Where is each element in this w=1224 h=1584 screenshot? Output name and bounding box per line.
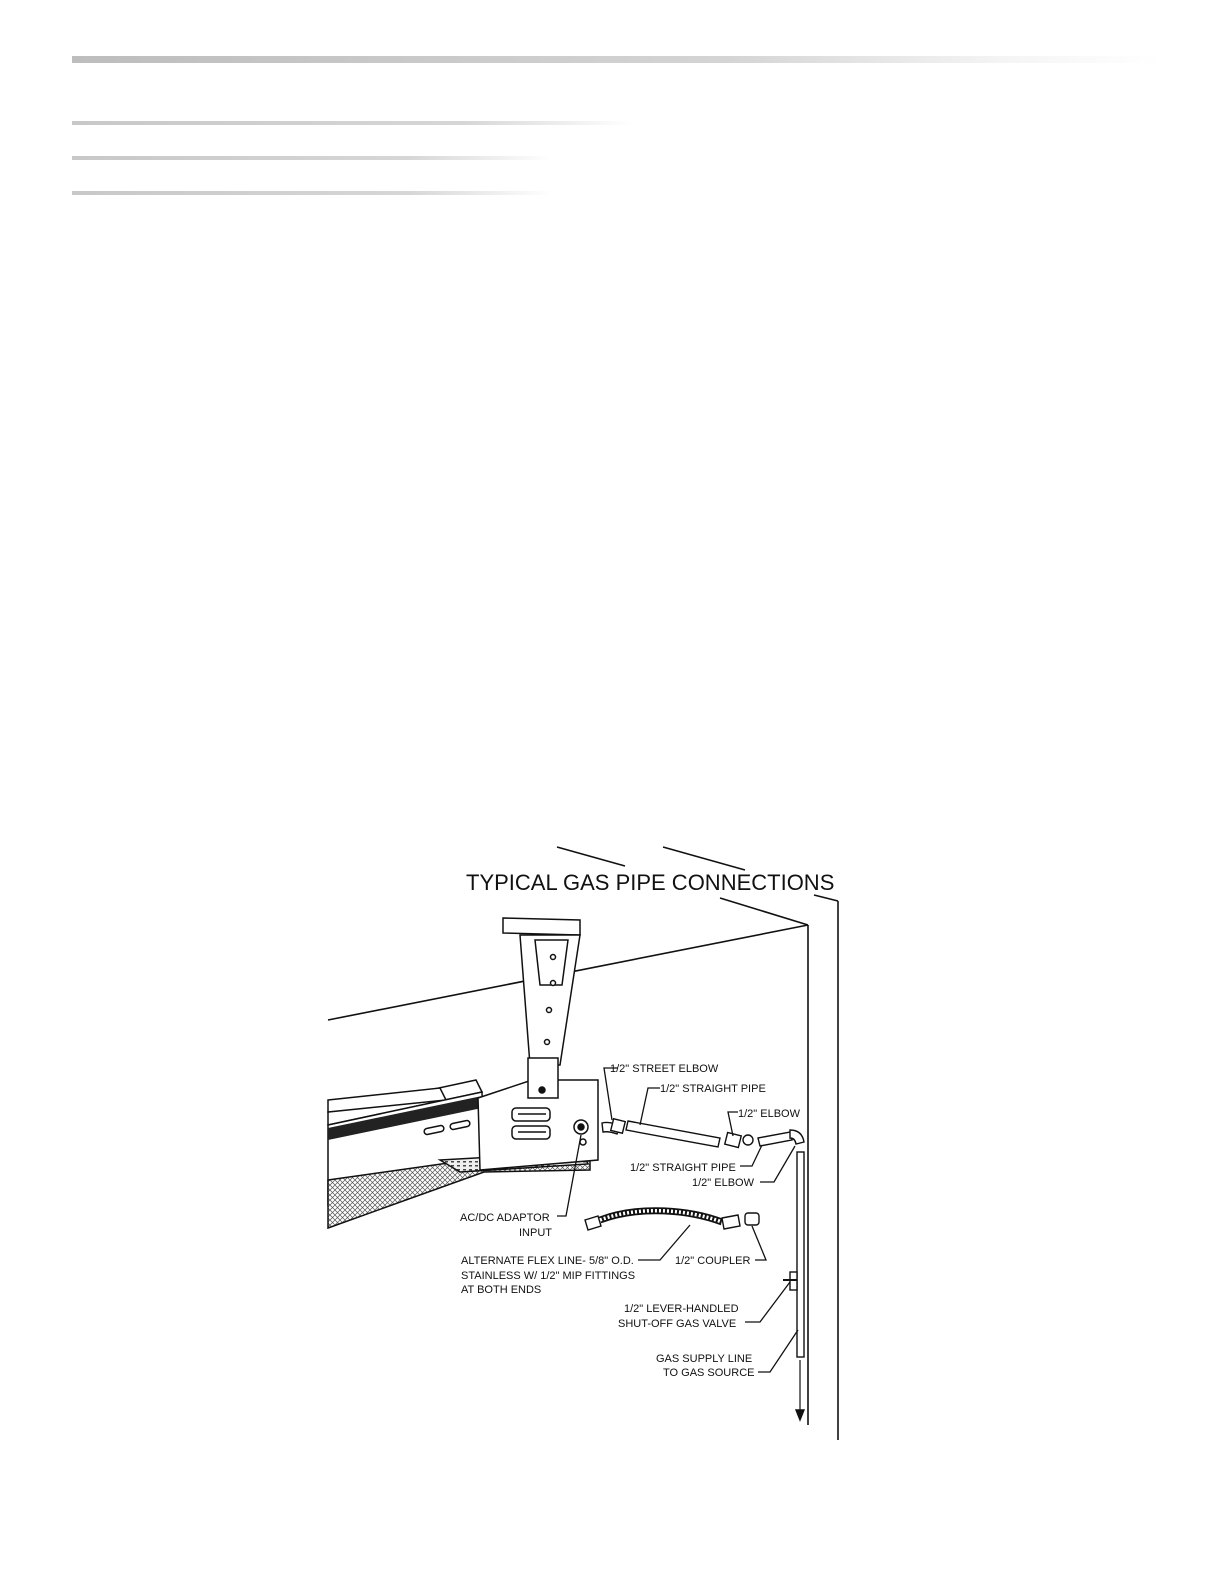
label-acdc-input: INPUT xyxy=(519,1227,552,1239)
label-coupler: 1/2" COUPLER xyxy=(675,1255,751,1267)
label-valve-2: SHUT-OFF GAS VALVE xyxy=(618,1318,737,1330)
label-elbow-lower: 1/2" ELBOW xyxy=(692,1177,754,1189)
label-valve-1: 1/2" LEVER-HANDLED xyxy=(624,1303,739,1315)
mounting-bracket xyxy=(503,918,580,1098)
label-elbow-top: 1/2" ELBOW xyxy=(738,1108,800,1120)
label-flex-line-1: ALTERNATE FLEX LINE- 5/8" O.D. xyxy=(461,1255,634,1267)
heater-body xyxy=(328,1080,598,1228)
label-flex-line-3: AT BOTH ENDS xyxy=(461,1284,542,1296)
label-acdc-adaptor: AC/DC ADAPTOR xyxy=(460,1212,550,1224)
label-supply-2: TO GAS SOURCE xyxy=(663,1367,755,1379)
label-supply-1: GAS SUPPLY LINE xyxy=(656,1353,753,1365)
label-straight-pipe-lower: 1/2" STRAIGHT PIPE xyxy=(630,1162,736,1174)
label-straight-pipe-top: 1/2" STRAIGHT PIPE xyxy=(660,1083,766,1095)
label-flex-line-2: STAINLESS W/ 1/2" MIP FITTINGS xyxy=(461,1270,636,1282)
label-street-elbow: 1/2" STREET ELBOW xyxy=(610,1063,719,1075)
figure-title: TYPICAL GAS PIPE CONNECTIONS xyxy=(466,870,835,895)
